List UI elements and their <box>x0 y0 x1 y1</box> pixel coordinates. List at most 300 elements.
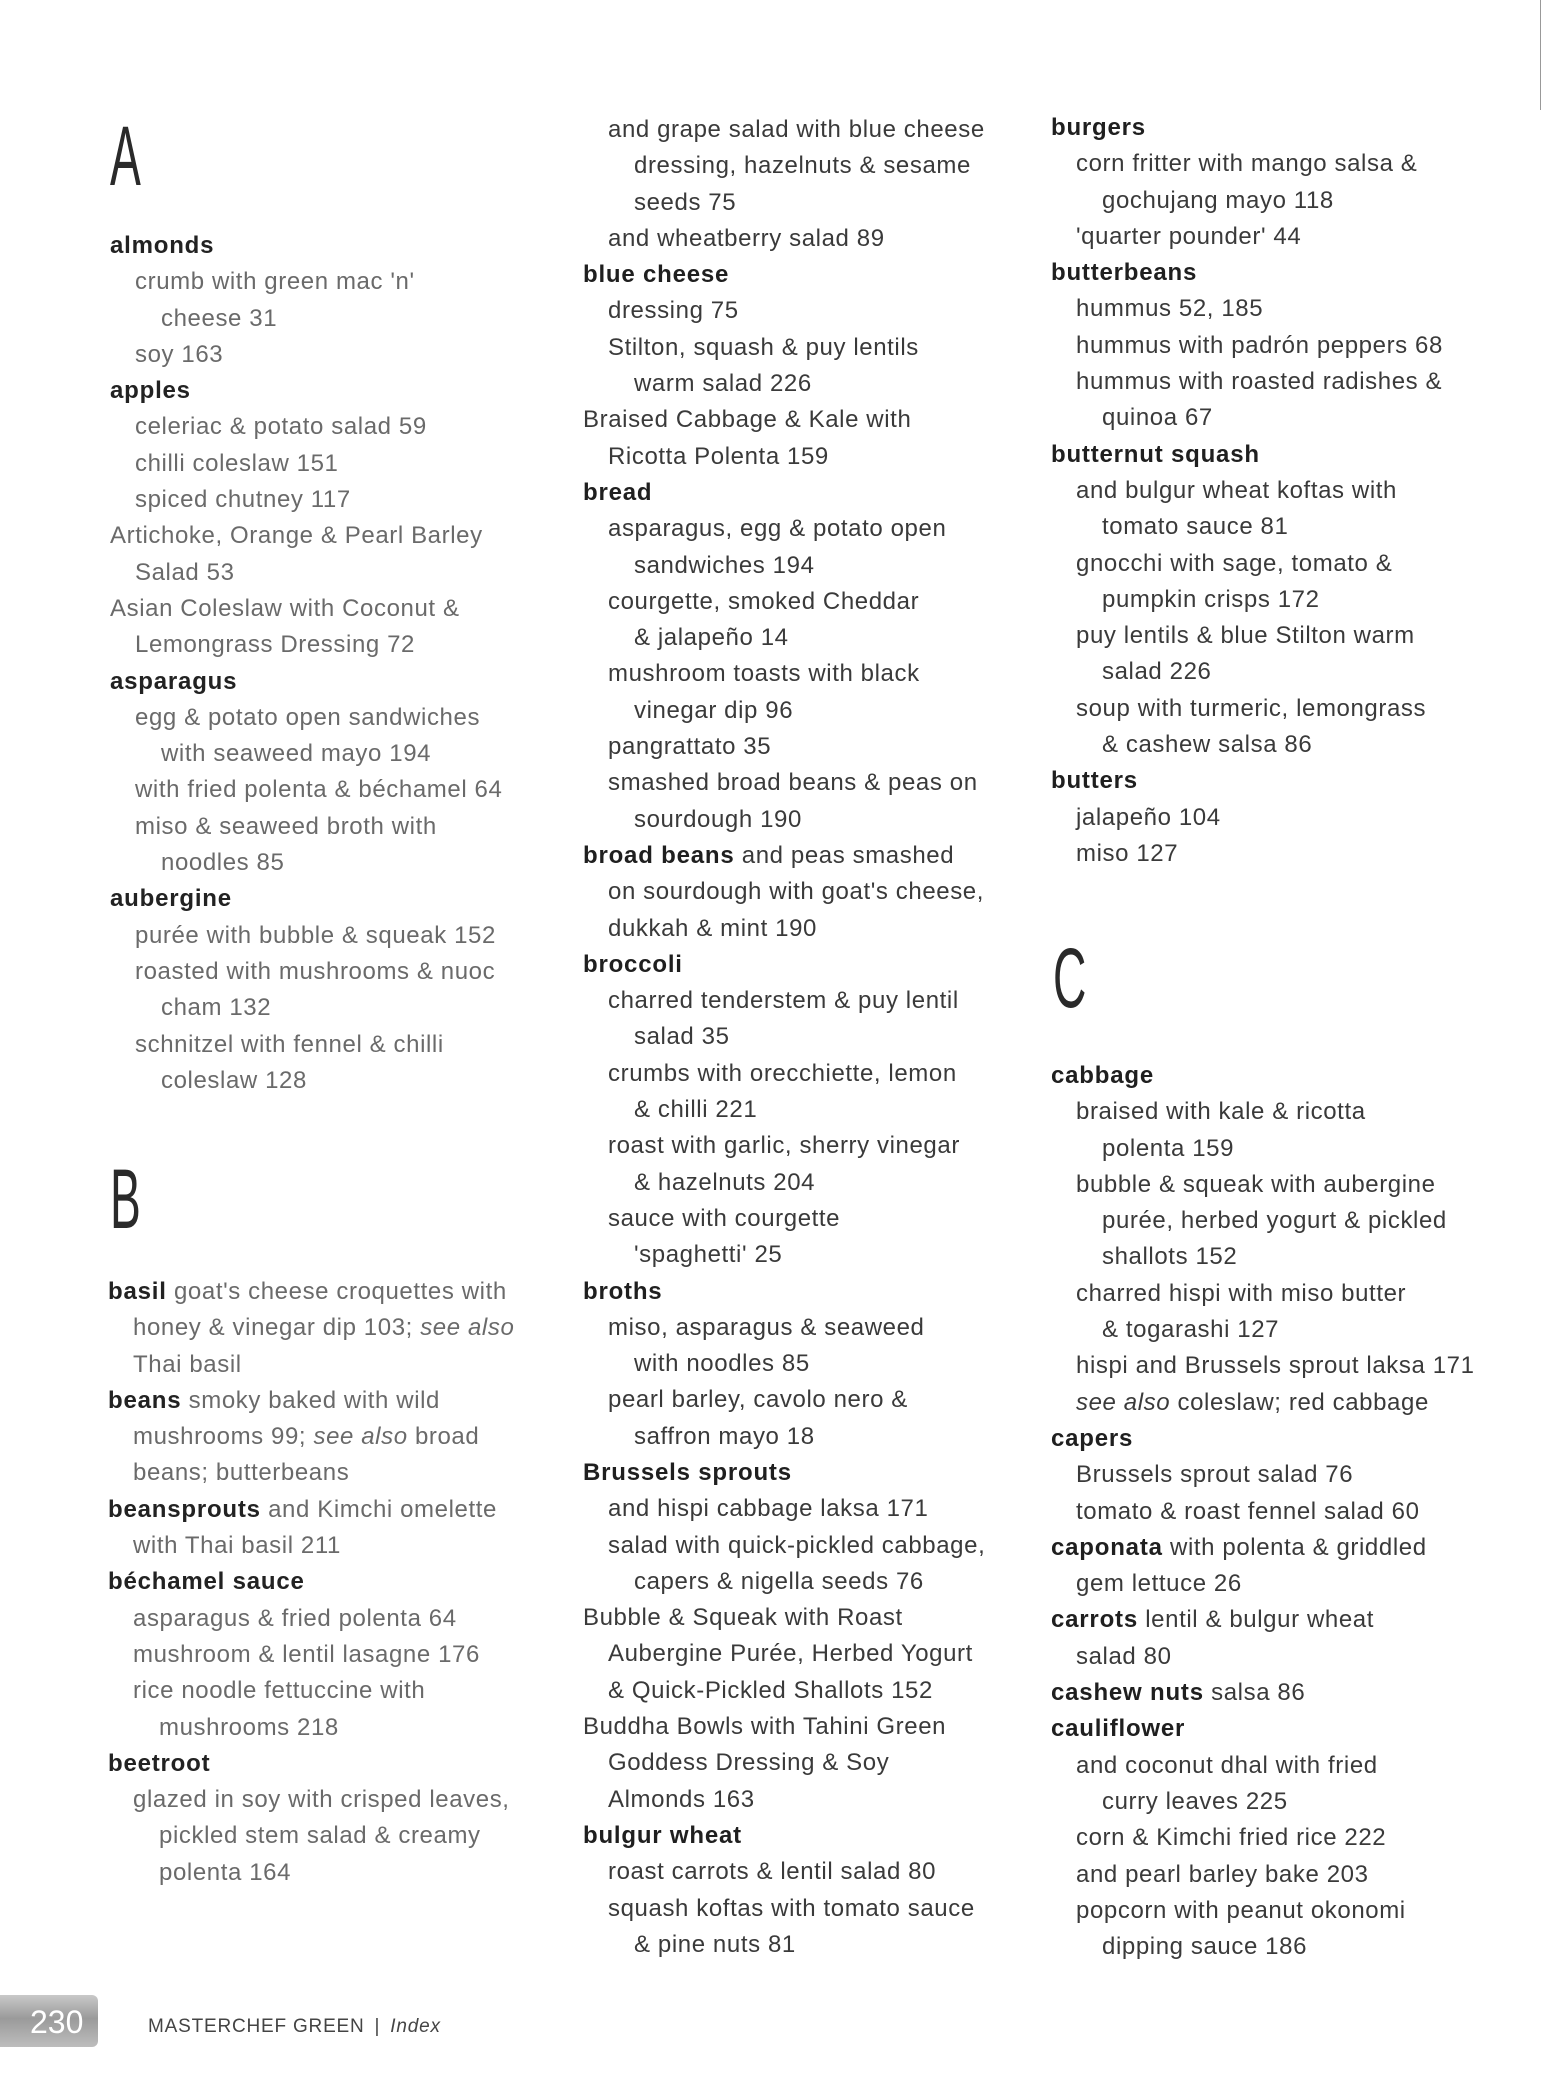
index-line <box>1051 1566 1475 1602</box>
index-heading-line <box>583 1818 985 1854</box>
index-text: charred hispi with miso butter <box>1076 1279 1407 1307</box>
index-term: beans <box>108 1386 182 1414</box>
page-number: 230 <box>30 2004 84 2040</box>
index-text: beans; butterbeans <box>133 1459 350 1487</box>
index-heading-line <box>1051 1602 1475 1638</box>
index-term: cauliflower <box>1051 1715 1186 1743</box>
index-line <box>583 1709 985 1745</box>
index-text: and pearl barley bake 203 <box>1076 1860 1369 1888</box>
index-line <box>110 518 502 554</box>
index-line <box>110 409 502 445</box>
index-text: pearl barley, cavolo nero & <box>608 1386 908 1414</box>
index-text: with Thai basil 211 <box>133 1532 341 1560</box>
index-text: dukkah & mint 190 <box>608 914 817 942</box>
footer-separator: | <box>374 2016 381 2037</box>
section-letter-b: B <box>110 1152 141 1246</box>
index-text: hummus with padrón peppers 68 <box>1076 331 1443 359</box>
index-line <box>583 366 985 402</box>
index-text: purée with bubble & squeak 152 <box>135 921 496 949</box>
index-text: capers & nigella seeds 76 <box>634 1567 924 1595</box>
index-text: & cashew salsa 86 <box>1102 731 1313 759</box>
index-text: celeriac & potato salad 59 <box>135 413 427 441</box>
index-text: Brussels sprout salad 76 <box>1076 1461 1354 1489</box>
index-text: & pine nuts 81 <box>634 1930 796 1958</box>
index-line <box>583 874 985 910</box>
index-line <box>1051 618 1443 654</box>
index-line <box>583 148 985 184</box>
index-line <box>1051 1239 1475 1275</box>
index-line <box>1051 800 1443 836</box>
index-text: purée, herbed yogurt & pickled <box>1102 1207 1447 1235</box>
index-column-2 <box>583 112 985 1963</box>
index-term: beetroot <box>108 1749 211 1777</box>
index-line <box>110 990 502 1026</box>
index-text: courgette, smoked Cheddar <box>608 587 920 615</box>
index-text: dressing 75 <box>608 297 739 325</box>
index-text: sauce with courgette <box>608 1204 841 1232</box>
index-text: Ricotta Polenta 159 <box>608 442 829 470</box>
index-text: sourdough 190 <box>634 805 802 833</box>
index-line <box>1051 1820 1475 1856</box>
index-heading-line <box>110 373 502 409</box>
index-line <box>108 1710 514 1746</box>
index-line <box>583 1927 985 1963</box>
index-text: lentil & bulgur wheat <box>1137 1606 1374 1634</box>
index-heading-line <box>583 1274 985 1310</box>
index-line <box>583 693 985 729</box>
index-line <box>1051 1312 1475 1348</box>
index-term: burgers <box>1051 114 1146 141</box>
index-line <box>1051 1203 1475 1239</box>
index-line <box>583 911 985 947</box>
index-text: Almonds 163 <box>608 1785 755 1813</box>
index-term: beansprouts <box>108 1495 261 1523</box>
index-line <box>1051 1348 1475 1384</box>
index-line <box>108 1782 514 1818</box>
index-text: miso 127 <box>1076 839 1179 867</box>
index-line <box>110 736 502 772</box>
index-line <box>1051 1276 1475 1312</box>
index-text: and hispi cabbage laksa 171 <box>608 1495 929 1523</box>
index-term: cashew nuts <box>1051 1679 1204 1707</box>
index-text: roasted with mushrooms & nuoc <box>135 957 496 985</box>
index-text: curry leaves 225 <box>1102 1787 1288 1815</box>
index-heading-line <box>583 1455 985 1491</box>
index-line <box>110 301 502 337</box>
index-line <box>1051 1857 1475 1893</box>
see-also: see also <box>313 1423 408 1451</box>
index-line <box>583 1745 985 1781</box>
index-line <box>108 1528 514 1564</box>
index-line <box>583 185 985 221</box>
index-line <box>1051 654 1443 690</box>
index-text: schnitzel with fennel & chilli <box>135 1030 444 1058</box>
index-text: tomato sauce 81 <box>1102 513 1289 541</box>
page-edge-line <box>1540 0 1541 110</box>
index-text: chilli coleslaw 151 <box>135 449 339 477</box>
index-heading-line <box>108 1746 514 1782</box>
index-line <box>583 1237 985 1273</box>
index-text: polenta 159 <box>1102 1134 1235 1162</box>
index-text: sandwiches 194 <box>634 551 815 579</box>
index-text: asparagus, egg & potato open <box>608 515 947 543</box>
index-line <box>583 1346 985 1382</box>
index-text: & jalapeño 14 <box>634 624 789 652</box>
index-line <box>583 112 985 148</box>
index-column-3-a <box>1051 110 1443 872</box>
index-heading-line <box>108 1564 514 1600</box>
index-line <box>583 1600 985 1636</box>
index-line <box>1051 219 1443 255</box>
index-text: smoky baked with wild <box>181 1386 441 1414</box>
index-text: warm salad 226 <box>634 370 812 398</box>
index-line <box>110 591 502 627</box>
index-text: mushroom & lentil lasagne 176 <box>133 1640 480 1668</box>
index-term: butternut squash <box>1051 440 1260 468</box>
index-line <box>110 446 502 482</box>
index-text: and peas smashed <box>734 841 955 869</box>
index-text: salad 35 <box>634 1023 730 1051</box>
index-text: miso & seaweed broth with <box>135 812 437 840</box>
index-line <box>108 1855 514 1891</box>
index-column-1-a <box>110 228 502 1099</box>
index-line <box>583 1201 985 1237</box>
see-also: see also <box>420 1314 515 1342</box>
index-text: puy lentils & blue Stilton warm <box>1076 622 1415 650</box>
index-text: & Quick-Pickled Shallots 152 <box>608 1676 933 1704</box>
index-heading-line <box>1051 255 1443 291</box>
index-line <box>110 627 502 663</box>
index-line <box>1051 1131 1475 1167</box>
index-line <box>1051 509 1443 545</box>
index-text: honey & vinegar dip 103; <box>133 1314 421 1342</box>
index-heading-line <box>1051 437 1443 473</box>
index-term: caponata <box>1051 1533 1163 1561</box>
index-text: shallots 152 <box>1102 1243 1238 1271</box>
index-text: hummus 52, 185 <box>1076 295 1264 323</box>
index-text: squash koftas with tomato sauce <box>608 1894 975 1922</box>
index-line <box>583 1165 985 1201</box>
section-letter-a: A <box>110 109 141 203</box>
index-text: soup with turmeric, lemongrass <box>1076 694 1427 722</box>
index-heading-line <box>108 1492 514 1528</box>
index-text: goat's cheese croquettes with <box>166 1278 507 1305</box>
index-line <box>108 1818 514 1854</box>
index-line <box>1051 291 1443 327</box>
index-text: hummus with roasted radishes & <box>1076 368 1443 396</box>
index-heading-line <box>1051 1711 1475 1747</box>
index-text: corn & Kimchi fried rice 222 <box>1076 1824 1387 1852</box>
index-line <box>1051 1748 1475 1784</box>
index-line <box>110 482 502 518</box>
index-text: with noodles 85 <box>634 1350 810 1378</box>
index-text: spiced chutney 117 <box>135 486 351 514</box>
index-term: capers <box>1051 1424 1134 1452</box>
index-line <box>1051 836 1443 872</box>
index-line <box>110 954 502 990</box>
index-line <box>108 1673 514 1709</box>
index-heading-line <box>583 838 985 874</box>
index-line <box>583 511 985 547</box>
index-text: rice noodle fettuccine with <box>133 1677 426 1705</box>
index-text: seeds 75 <box>634 188 737 216</box>
index-term: basil <box>108 1278 167 1305</box>
index-heading-line <box>108 1383 514 1419</box>
index-line <box>583 439 985 475</box>
index-line <box>583 1056 985 1092</box>
index-text: and Kimchi omelette <box>260 1495 497 1523</box>
index-heading-line <box>583 475 985 511</box>
index-line <box>110 1027 502 1063</box>
index-line <box>110 772 502 808</box>
index-line <box>110 337 502 373</box>
index-line <box>583 1092 985 1128</box>
index-line <box>583 1854 985 1890</box>
index-heading-line <box>108 1274 514 1310</box>
index-line <box>1051 1385 1475 1421</box>
index-line <box>1051 364 1443 400</box>
index-line <box>1051 727 1443 763</box>
index-text: dipping sauce 186 <box>1102 1933 1308 1961</box>
section-letter-c: C <box>1053 931 1087 1025</box>
index-text: & hazelnuts 204 <box>634 1168 816 1196</box>
index-text: noodles 85 <box>161 849 285 877</box>
index-text: salad 226 <box>1102 658 1212 686</box>
index-line <box>583 765 985 801</box>
index-text: crumb with green mac 'n' <box>135 268 415 296</box>
index-text: cheese 31 <box>161 304 278 332</box>
index-term: broths <box>583 1277 663 1305</box>
index-text: mushroom toasts with black <box>608 660 920 688</box>
index-text: Goddess Dressing & Soy <box>608 1749 890 1777</box>
see-also: see also <box>1076 1388 1171 1416</box>
index-text: pumpkin crisps 172 <box>1102 585 1320 613</box>
index-text: glazed in soy with crisped leaves, <box>133 1786 510 1814</box>
index-text: roast carrots & lentil salad 80 <box>608 1858 937 1886</box>
index-text: cham 132 <box>161 994 272 1022</box>
index-text: and bulgur wheat koftas with <box>1076 476 1397 504</box>
index-line <box>583 1564 985 1600</box>
index-line <box>110 700 502 736</box>
index-text: popcorn with peanut okonomi <box>1076 1896 1406 1924</box>
index-line <box>110 809 502 845</box>
index-text: Stilton, squash & puy lentils <box>608 333 919 361</box>
index-text: soy 163 <box>135 340 224 368</box>
index-term: aubergine <box>110 885 232 913</box>
index-line <box>583 1382 985 1418</box>
index-line <box>583 1528 985 1564</box>
index-text: saffron mayo 18 <box>634 1422 815 1450</box>
index-line <box>583 983 985 1019</box>
index-text: coleslaw; red cabbage <box>1170 1388 1429 1416</box>
index-text: jalapeño 104 <box>1076 803 1221 831</box>
index-text: Lemongrass Dressing 72 <box>135 631 416 659</box>
index-text: asparagus & fried polenta 64 <box>133 1604 457 1632</box>
index-text: gochujang mayo 118 <box>1102 186 1334 214</box>
index-text: with seaweed mayo 194 <box>161 740 432 768</box>
index-term: asparagus <box>110 667 238 695</box>
index-term: almonds <box>110 232 215 259</box>
index-line <box>1051 328 1443 364</box>
index-line <box>1051 146 1443 182</box>
index-line <box>583 729 985 765</box>
index-line <box>1051 691 1443 727</box>
index-line <box>583 1891 985 1927</box>
index-line <box>1051 1494 1475 1530</box>
index-heading-line <box>583 257 985 293</box>
index-text: Bubble & Squeak with Roast <box>583 1604 903 1632</box>
index-term: bulgur wheat <box>583 1821 742 1849</box>
index-text: 'quarter pounder' 44 <box>1076 222 1302 250</box>
index-line <box>583 1310 985 1346</box>
index-term: carrots <box>1051 1606 1138 1634</box>
index-text: Buddha Bowls with Tahini Green <box>583 1713 947 1741</box>
running-footer <box>148 2014 441 2040</box>
index-line <box>1051 1094 1475 1130</box>
index-text: gem lettuce 26 <box>1076 1570 1242 1598</box>
index-heading-line <box>1051 1058 1475 1094</box>
index-line <box>110 555 502 591</box>
index-heading-line <box>1051 763 1443 799</box>
index-line <box>583 584 985 620</box>
index-text: Aubergine Purée, Herbed Yogurt <box>608 1640 973 1668</box>
index-line <box>1051 1929 1475 1965</box>
index-term: butters <box>1051 767 1138 795</box>
index-heading-line <box>583 947 985 983</box>
index-text: hispi and Brussels sprout laksa 171 <box>1076 1352 1475 1380</box>
index-text: corn fritter with mango salsa & <box>1076 150 1418 178</box>
index-heading-line <box>110 881 502 917</box>
index-text: crumbs with orecchiette, lemon <box>608 1059 957 1087</box>
index-text: Thai basil <box>133 1350 242 1378</box>
index-text: pangrattato 35 <box>608 733 772 761</box>
index-line <box>583 620 985 656</box>
index-line <box>583 1782 985 1818</box>
index-column-1-b <box>108 1274 514 1891</box>
index-line <box>1051 582 1443 618</box>
index-line <box>583 330 985 366</box>
index-text: vinegar dip 96 <box>634 696 794 724</box>
index-line <box>1051 1639 1475 1675</box>
index-text: mushrooms 99; <box>133 1423 314 1451</box>
index-line <box>1051 1784 1475 1820</box>
index-heading-line <box>1051 1530 1475 1566</box>
index-text: broad <box>407 1423 480 1451</box>
index-column-3-b <box>1051 1058 1475 1965</box>
index-heading-line <box>110 664 502 700</box>
index-line <box>1051 400 1443 436</box>
index-text: salad with quick-pickled cabbage, <box>608 1531 986 1559</box>
index-line <box>1051 1457 1475 1493</box>
index-line <box>583 656 985 692</box>
index-line <box>108 1637 514 1673</box>
index-line <box>583 1673 985 1709</box>
index-line <box>583 1128 985 1164</box>
index-text: and wheatberry salad 89 <box>608 224 885 252</box>
index-term: blue cheese <box>583 261 730 289</box>
index-line <box>110 845 502 881</box>
index-text: & chilli 221 <box>634 1096 758 1124</box>
book-title: MASTERCHEF GREEN <box>148 2016 365 2037</box>
index-term: butterbeans <box>1051 259 1198 287</box>
index-line <box>583 1019 985 1055</box>
index-term: béchamel sauce <box>108 1568 305 1596</box>
index-line <box>583 293 985 329</box>
index-line <box>1051 473 1443 509</box>
index-text: Salad 53 <box>135 558 235 586</box>
index-line <box>583 1419 985 1455</box>
index-line <box>108 1310 514 1346</box>
index-text: Asian Coleslaw with Coconut & <box>110 594 460 622</box>
index-line <box>1051 1893 1475 1929</box>
index-text: 'spaghetti' 25 <box>634 1241 783 1269</box>
index-term: Brussels sprouts <box>583 1458 792 1486</box>
index-text: & togarashi 127 <box>1102 1316 1280 1344</box>
index-line <box>583 1491 985 1527</box>
index-text: braised with kale & ricotta <box>1076 1098 1366 1126</box>
index-text: mushrooms 218 <box>159 1713 339 1741</box>
index-text: coleslaw 128 <box>161 1066 307 1094</box>
index-text: polenta 164 <box>159 1858 292 1886</box>
index-heading-line <box>1051 1675 1475 1711</box>
index-text: salad 80 <box>1076 1642 1172 1670</box>
index-line <box>1051 546 1443 582</box>
index-term: cabbage <box>1051 1062 1154 1089</box>
index-text: tomato & roast fennel salad 60 <box>1076 1497 1420 1525</box>
index-text: with fried polenta & béchamel 64 <box>135 776 503 804</box>
index-line <box>110 264 502 300</box>
index-line <box>110 918 502 954</box>
index-line <box>583 548 985 584</box>
index-line <box>110 1063 502 1099</box>
index-text: Artichoke, Orange & Pearl Barley <box>110 522 483 550</box>
index-term: bread <box>583 478 653 506</box>
index-term: broccoli <box>583 950 683 978</box>
index-text: salsa 86 <box>1203 1679 1306 1707</box>
index-line <box>108 1601 514 1637</box>
index-text: roast with garlic, sherry vinegar <box>608 1132 960 1160</box>
index-line <box>583 402 985 438</box>
index-text: on sourdough with goat's cheese, <box>608 878 985 906</box>
index-line <box>108 1347 514 1383</box>
index-text: dressing, hazelnuts & sesame <box>634 152 971 180</box>
index-line <box>1051 183 1443 219</box>
index-text: miso, asparagus & seaweed <box>608 1313 925 1341</box>
index-line <box>108 1455 514 1491</box>
index-text: egg & potato open sandwiches <box>135 703 481 731</box>
index-text: with polenta & griddled <box>1162 1533 1427 1561</box>
index-heading-line <box>1051 110 1443 146</box>
index-heading-line <box>1051 1421 1475 1457</box>
index-heading-line <box>110 228 502 264</box>
index-text: smashed broad beans & peas on <box>608 769 978 797</box>
section-name: Index <box>390 2016 441 2037</box>
index-line <box>108 1419 514 1455</box>
index-text: Braised Cabbage & Kale with <box>583 406 912 434</box>
index-line <box>583 802 985 838</box>
index-text: charred tenderstem & puy lentil <box>608 987 959 1015</box>
index-text: pickled stem salad & creamy <box>159 1822 481 1850</box>
index-text: and grape salad with blue cheese <box>608 116 985 143</box>
index-term: broad beans <box>583 841 735 869</box>
index-text: quinoa 67 <box>1102 404 1213 432</box>
index-line <box>583 1636 985 1672</box>
index-term: apples <box>110 377 191 405</box>
index-text: bubble & squeak with aubergine <box>1076 1170 1436 1198</box>
index-line <box>1051 1167 1475 1203</box>
index-line <box>583 221 985 257</box>
index-text: gnocchi with sage, tomato & <box>1076 549 1393 577</box>
